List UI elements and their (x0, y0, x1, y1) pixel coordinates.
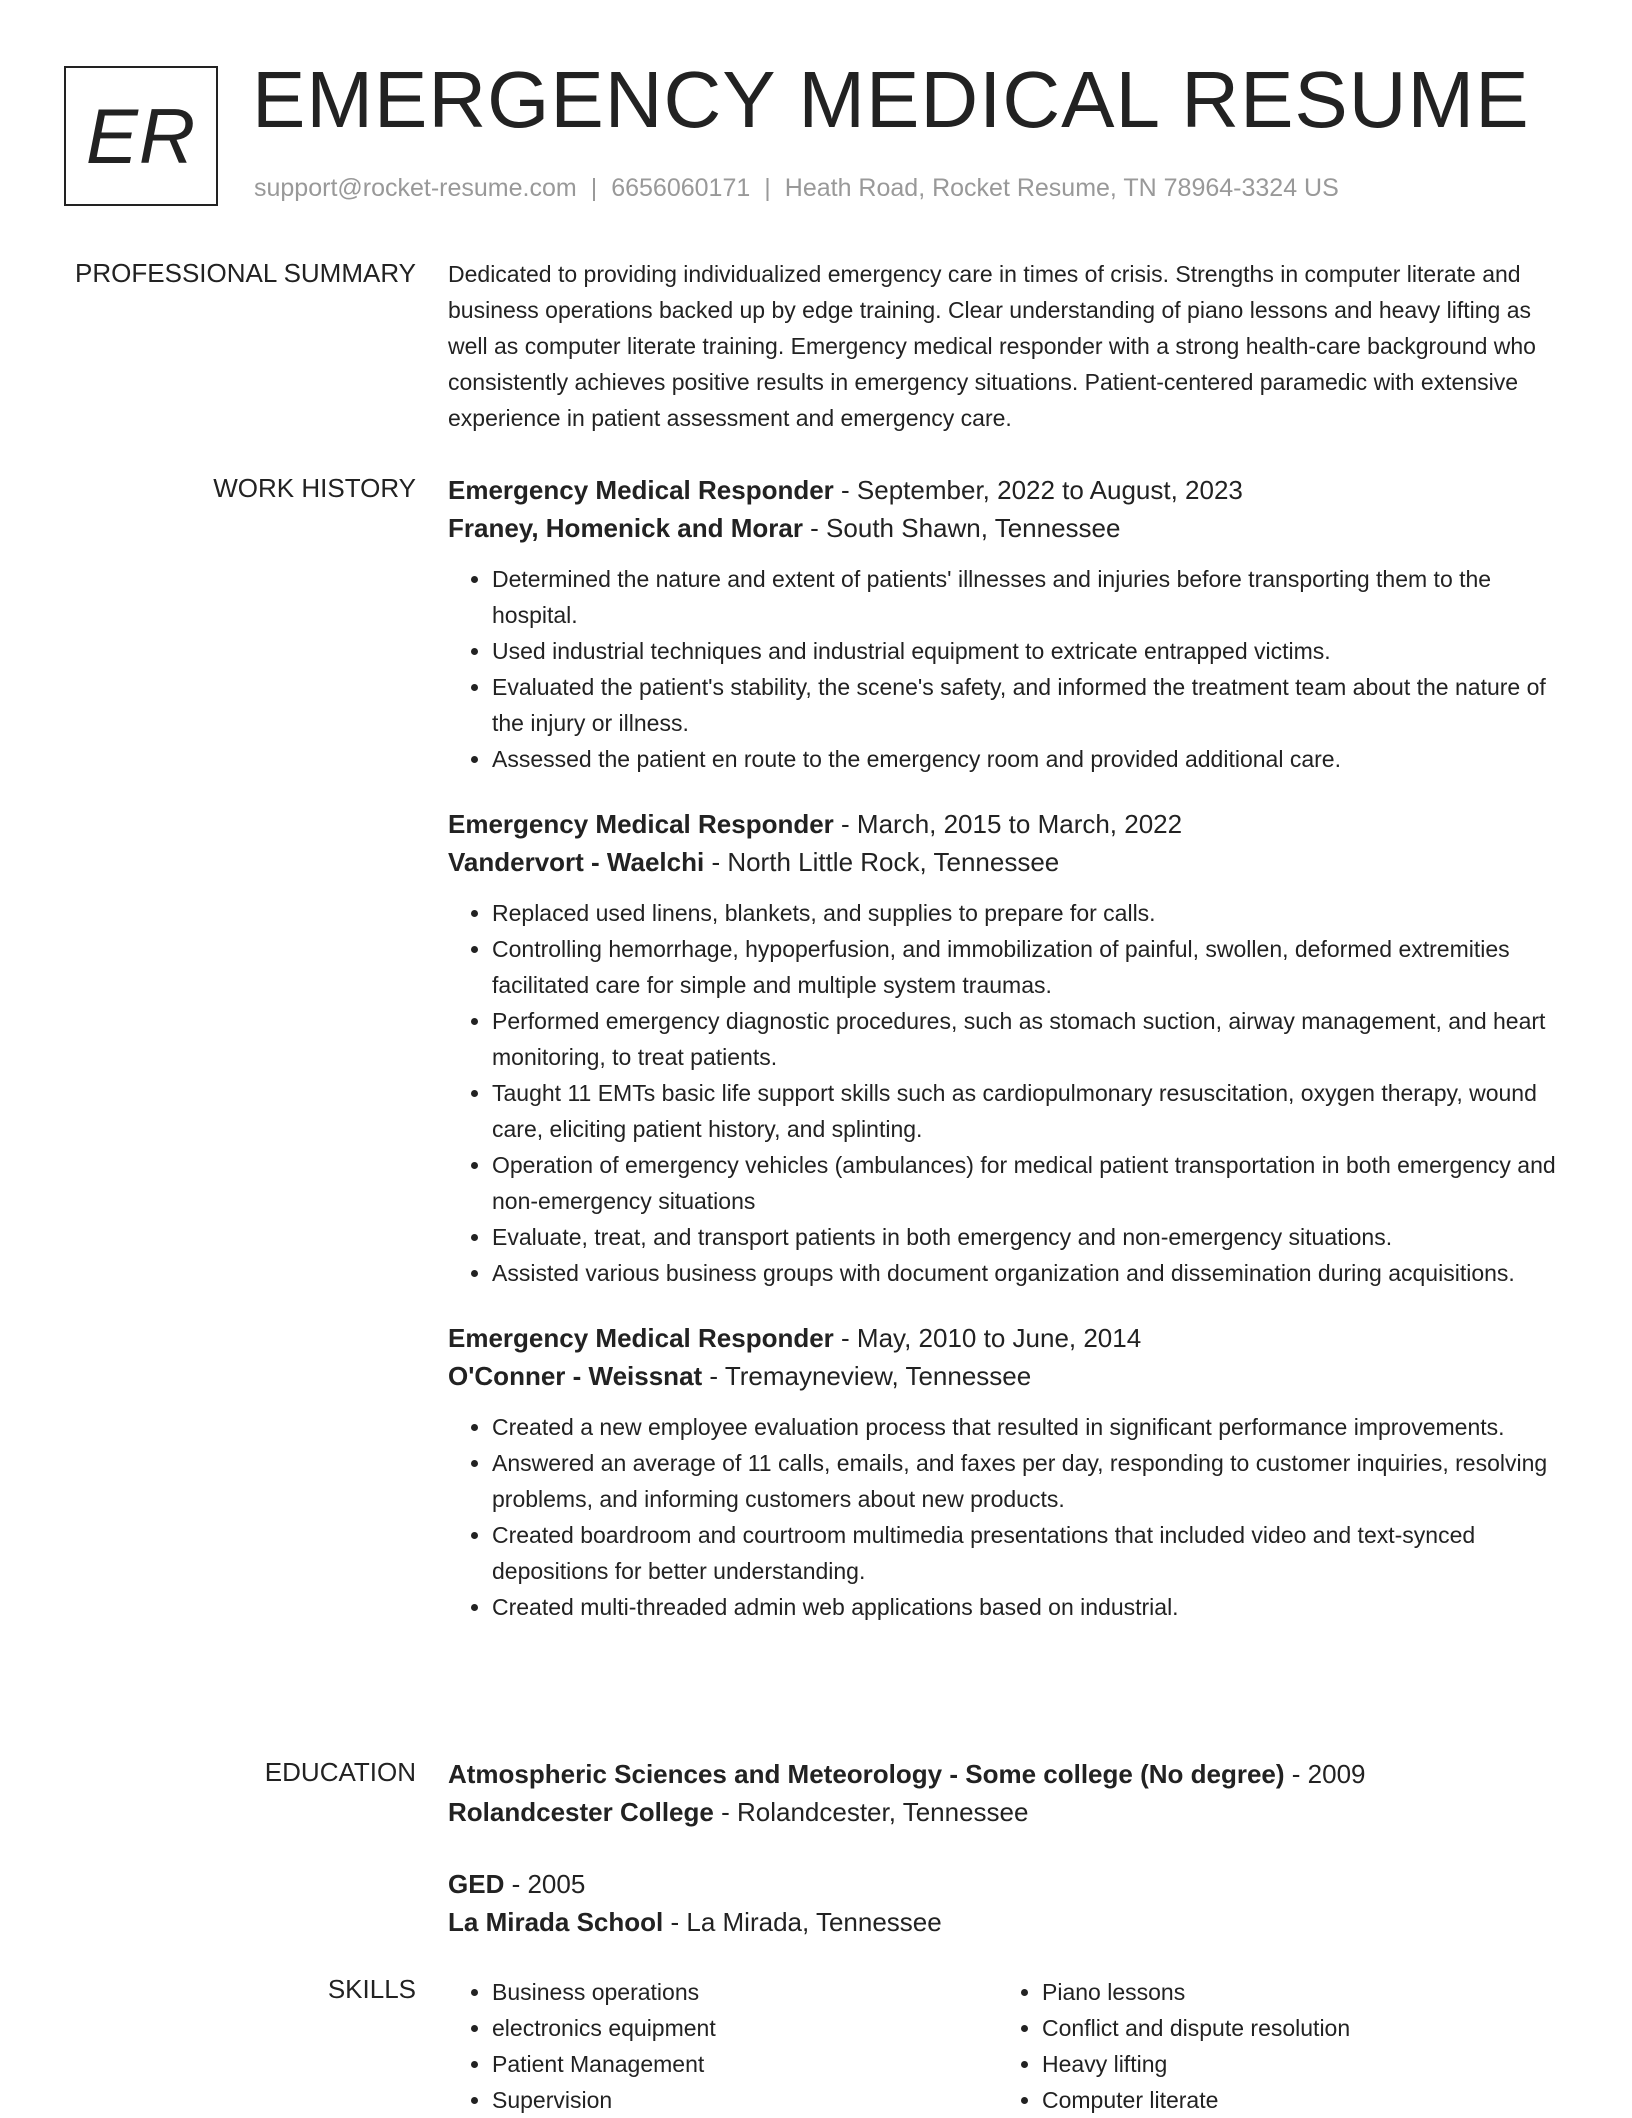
education-school: Rolandcester College (448, 1797, 714, 1827)
job-bullets (448, 1409, 1568, 1625)
job-location: - Tremayneview, Tennessee (702, 1361, 1032, 1391)
job-location: - North Little Rock, Tennessee (704, 847, 1060, 877)
list-item: • Used industrial techniques and industrial equipment to extricate entrapped victims. (492, 633, 1568, 669)
list-item: • Controlling hemorrhage, hypoperfusion, and immobilization of painful, swollen, deformed extremities facilitated care for simple and multiple system traumas. (492, 931, 1568, 1003)
education-degree-line (448, 1865, 1568, 1903)
skill-item: • Piano lessons (1042, 1974, 1548, 2010)
job-company: Vandervort - Waelchi (448, 847, 705, 877)
list-item: • Created boardroom and courtroom multimedia presentations that included video and text-synced depositions for better understanding. (492, 1517, 1568, 1589)
job-title-line (448, 805, 1568, 843)
list-item: • Performed emergency diagnostic procedures, such as stomach suction, airway management, and heart monitoring, to treat patients. (492, 1003, 1568, 1075)
skills-grid (448, 1974, 1568, 2118)
education-location: - La Mirada, Tennessee (663, 1907, 942, 1937)
job-bullets (448, 561, 1568, 777)
job-company-line (448, 1357, 1568, 1395)
job-title: Emergency Medical Responder (448, 475, 834, 505)
list-item: • Determined the nature and extent of patients' illnesses and injuries before transporting them to the hospital. (492, 561, 1568, 633)
skill-item: • Computer literate (1042, 2082, 1548, 2118)
list-item: • Assisted various business groups with document organization and dissemination during acquisitions. (492, 1255, 1568, 1291)
skill-item: • Patient Management (492, 2046, 998, 2082)
monogram-logo: ER (64, 66, 218, 206)
list-item: • Created multi-threaded admin web applications based on industrial. (492, 1589, 1568, 1625)
contact-separator: | (764, 174, 771, 202)
education-school: La Mirada School (448, 1907, 664, 1937)
skill-item: • electronics equipment (492, 2010, 998, 2046)
job-title: Emergency Medical Responder (448, 1323, 834, 1353)
contact-phone[interactable]: 6656060171 (611, 174, 751, 202)
skill-item: • Supervision (492, 2082, 998, 2118)
education-degree-line (448, 1755, 1568, 1793)
job-bullets (448, 895, 1568, 1291)
section-label-skills: SKILLS (327, 1974, 416, 2004)
job-company: O'Conner - Weissnat (448, 1361, 703, 1391)
education-year: - 2009 (1284, 1759, 1366, 1789)
list-item: • Replaced used linens, blankets, and supplies to prepare for calls. (492, 895, 1568, 931)
skill-item: • Conflict and dispute resolution (1042, 2010, 1548, 2046)
list-item: • Taught 11 EMTs basic life support skills such as cardiopulmonary resuscitation, oxygen therapy, wound care, eliciting patient history, and splinting. (492, 1075, 1568, 1147)
job-title-line (448, 471, 1568, 509)
list-item: • Evaluated the patient's stability, the scene's safety, and informed the treatment team about the nature of the injury or illness. (492, 669, 1568, 741)
job-location: - South Shawn, Tennessee (802, 513, 1121, 543)
education-school-line (448, 1793, 1568, 1831)
section-label-summary: PROFESSIONAL SUMMARY (75, 258, 416, 288)
job-entry (448, 471, 1568, 777)
education-degree: Atmospheric Sciences and Meteorology - Some college (No degree) (448, 1759, 1285, 1789)
job-dates: - September, 2022 to August, 2023 (833, 475, 1243, 505)
contact-address: Heath Road, Rocket Resume, TN 78964-3324 US (784, 174, 1339, 202)
skill-item: • Heavy lifting (1042, 2046, 1548, 2082)
job-company-line (448, 509, 1568, 547)
contact-email[interactable]: support@rocket-resume.com (254, 174, 577, 202)
list-item: • Operation of emergency vehicles (ambulances) for medical patient transportation in both emergency and non-emergency situations (492, 1147, 1568, 1219)
section-label-education: EDUCATION (264, 1757, 416, 1787)
list-item: • Assessed the patient en route to the emergency room and provided additional care. (492, 741, 1568, 777)
resume-title: EMERGENCY MEDICAL RESUME (252, 55, 1530, 144)
list-item: • Answered an average of 11 calls, emails, and faxes per day, responding to customer inquiries, resolving problems, and informing customers about new products. (492, 1445, 1568, 1517)
education-school-line (448, 1903, 1568, 1941)
education-degree: GED (448, 1869, 505, 1899)
job-title-line (448, 1319, 1568, 1357)
list-item: • Evaluate, treat, and transport patients in both emergency and non-emergency situations. (492, 1219, 1568, 1255)
education-year: - 2005 (504, 1869, 586, 1899)
skills-list-right (998, 1974, 1548, 2118)
section-label-work-history: WORK HISTORY (213, 473, 416, 503)
job-entry (448, 1319, 1568, 1625)
job-dates: - May, 2010 to June, 2014 (833, 1323, 1142, 1353)
job-company: Franey, Homenick and Morar (448, 513, 803, 543)
job-company-line (448, 843, 1568, 881)
education-entry (448, 1755, 1568, 1831)
education-entry (448, 1865, 1568, 1941)
skill-item: • Business operations (492, 1974, 998, 2010)
job-entry (448, 805, 1568, 1291)
job-dates: - March, 2015 to March, 2022 (833, 809, 1183, 839)
summary-text: Dedicated to providing individualized emergency care in times of crisis. Strengths in computer literate and business operations backed up by edge training. Clear understanding of piano lessons and heavy lifting as well as computer literate training. Emergency medical responder with a strong health-care background who consistently achieves positive results in emergency situations. Patient-centered paramedic with extensive experience in patient assessment and emergency care. (448, 261, 1536, 431)
skills-list-left (448, 1974, 998, 2118)
education-location: - Rolandcester, Tennessee (713, 1797, 1029, 1827)
job-title: Emergency Medical Responder (448, 809, 834, 839)
list-item: • Created a new employee evaluation process that resulted in significant performance improvements. (492, 1409, 1568, 1445)
contact-line (254, 174, 1339, 203)
contact-separator: | (590, 174, 598, 202)
